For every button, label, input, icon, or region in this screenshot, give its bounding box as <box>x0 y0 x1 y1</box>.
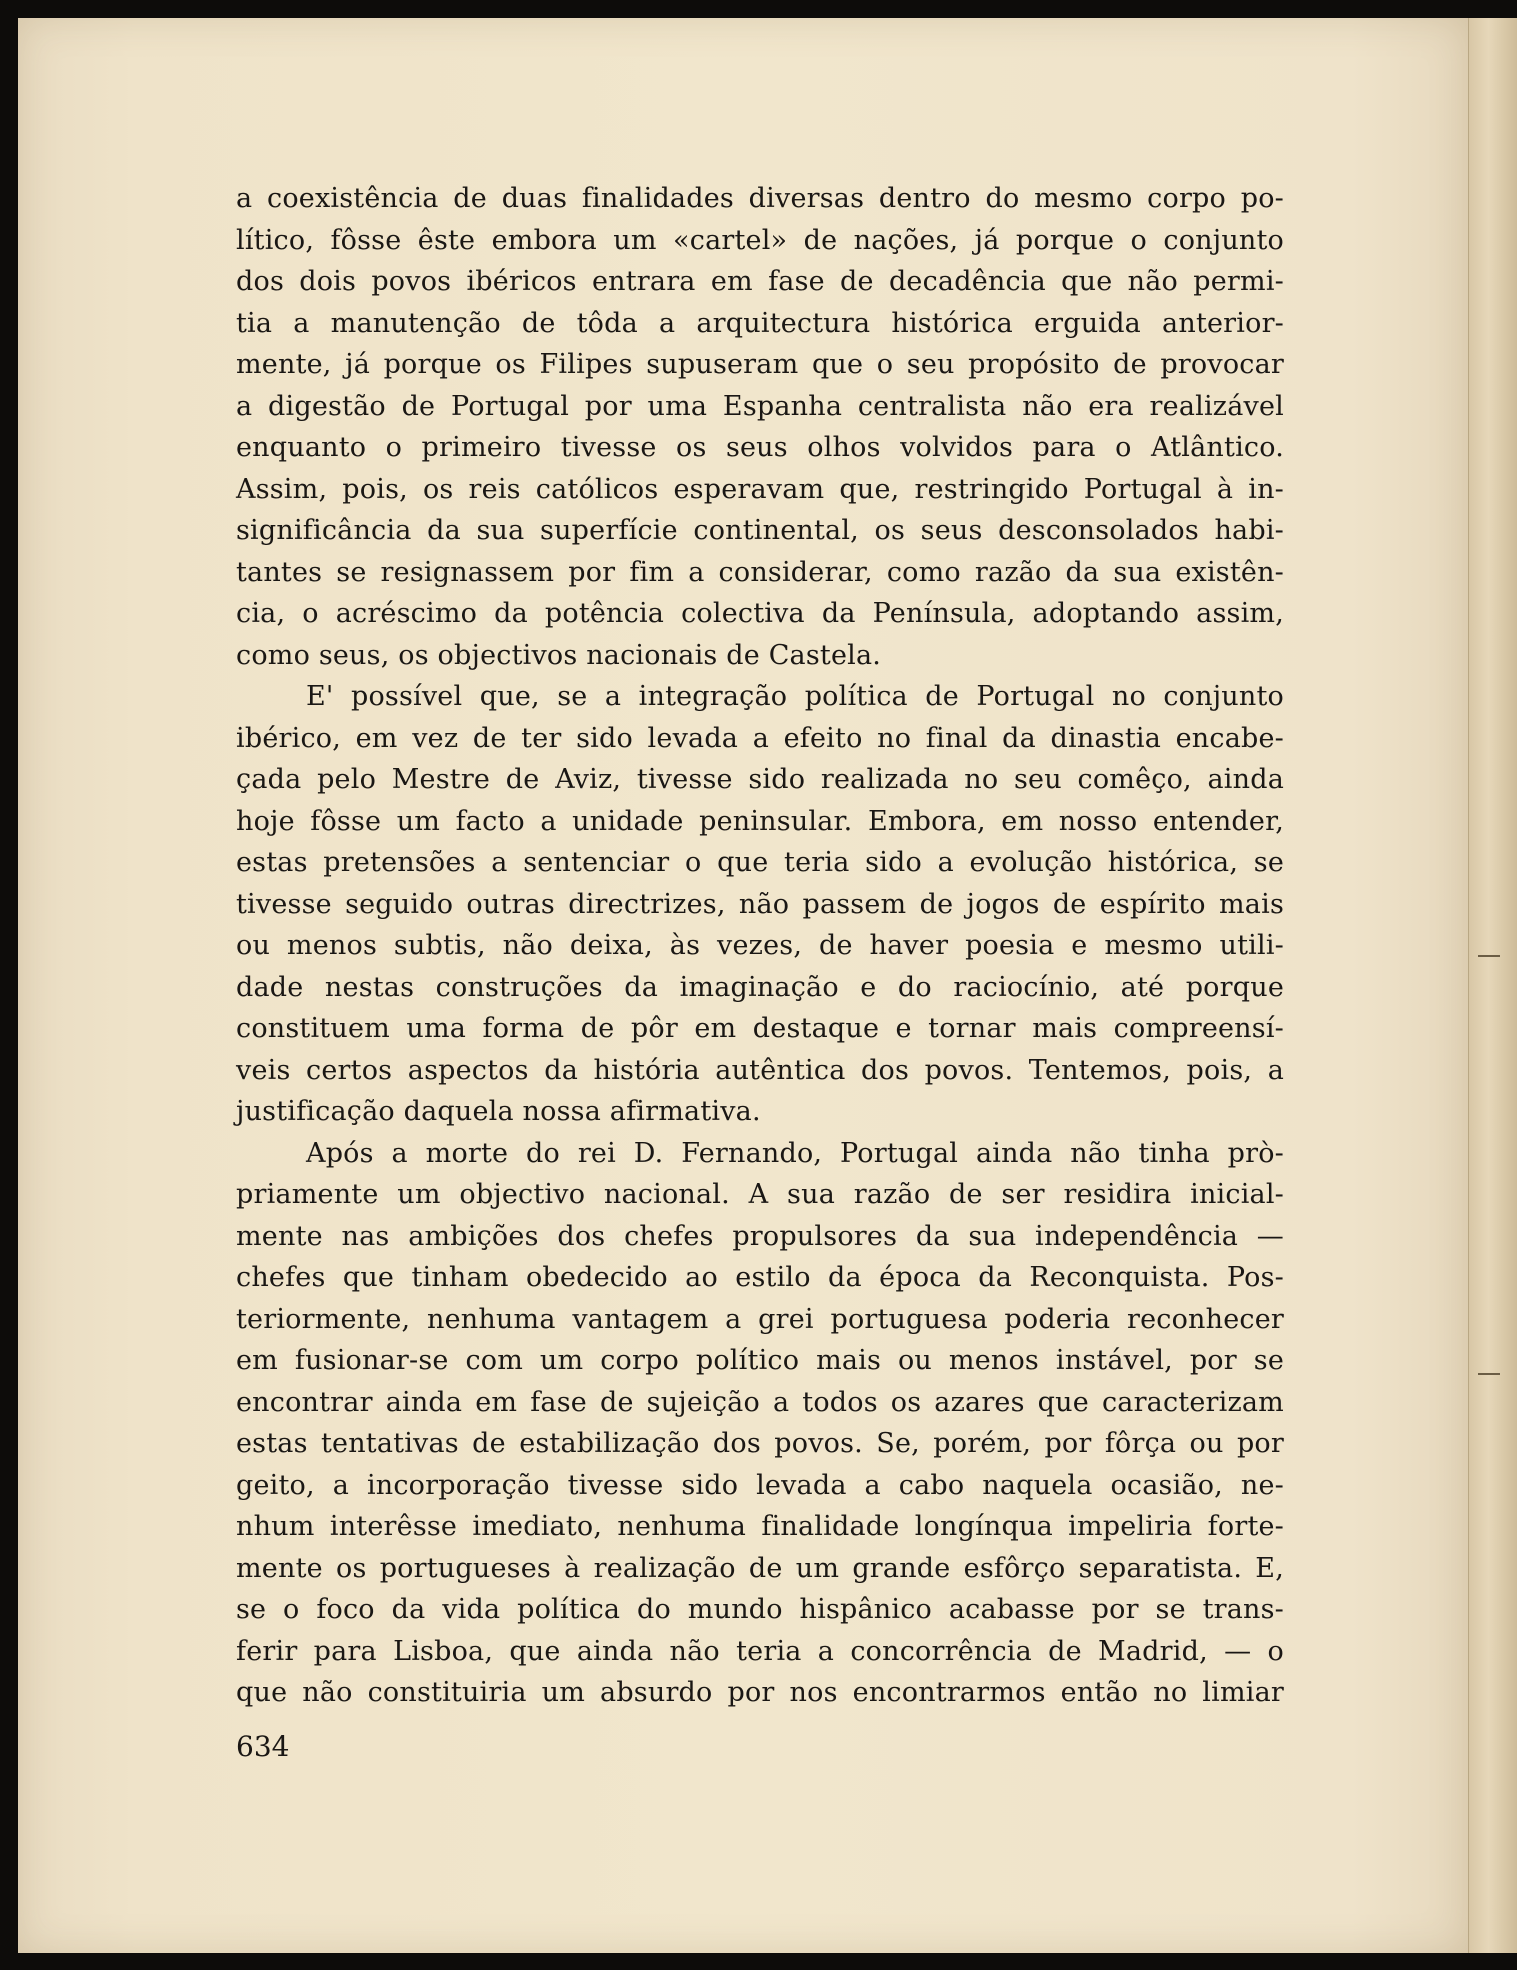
text-line: E' possível que, se a integração política de Portugal no conjunto <box>306 681 1284 712</box>
text-line: a coexistência de duas finalidades diversas dentro do mesmo corpo po- <box>236 183 1284 214</box>
text-line: çada pelo Mestre de Aviz, tivesse sido realizada no seu comêço, ainda <box>236 764 1284 795</box>
page-edge <box>1468 18 1517 1953</box>
text-line: cia, o acréscimo da potência colectiva da Península, adoptando assim, <box>236 598 1284 629</box>
text-line: tia a manutenção de tôda a arquitectura histórica erguida anterior- <box>236 307 1284 339</box>
text-line: enquanto o primeiro tivesse os seus olhos volvidos para o Atlântico. <box>236 432 1284 463</box>
text-line: mente nas ambições dos chefes propulsores da sua independência — <box>236 1220 1284 1252</box>
text-line: tantes se resignassem por fim a considerar, como razão da sua existên- <box>236 556 1284 588</box>
text-line: constituem uma forma de pôr em destaque e tornar mais compreensí- <box>236 1013 1284 1044</box>
text-line: ibérico, em vez de ter sido levada a efeito no final da dinastia encabe- <box>236 722 1284 754</box>
text-line: mente, já porque os Filipes supuseram que o seu propósito de provocar <box>236 349 1284 380</box>
text-line: chefes que tinham obedecido ao estilo da época da Reconquista. Pos- <box>236 1262 1284 1293</box>
text-line: priamente um objectivo nacional. A sua razão de ser residira inicial- <box>236 1179 1284 1210</box>
text-line: justificação daquela nossa afirmativa. <box>236 1096 761 1127</box>
text-line: geito, a incorporação tivesse sido levada a cabo naquela ocasião, ne- <box>236 1469 1284 1501</box>
edge-mark <box>1478 1373 1500 1375</box>
page-number: 634 <box>236 1730 290 1763</box>
text-line: como seus, os objectivos nacionais de Castela. <box>236 639 882 671</box>
text-line: encontrar ainda em fase de sujeição a todos os azares que caracterizam <box>236 1386 1284 1418</box>
text-line: estas tentativas de estabilização dos povos. Se, porém, por fôrça ou por <box>236 1428 1284 1459</box>
text-line: ou menos subtis, não deixa, às vezes, de haver poesia e mesmo utili- <box>236 930 1284 961</box>
body-text <box>236 178 1284 1714</box>
text-line: dos dois povos ibéricos entrara em fase de decadência que não permi- <box>236 266 1284 297</box>
text-line: ferir para Lisboa, que ainda não teria a concorrência de Madrid, — o <box>236 1635 1284 1667</box>
text-line: hoje fôsse um facto a unidade peninsular. Embora, em nosso entender, <box>236 805 1284 837</box>
text-line: em fusionar-se com um corpo político mais ou menos instável, por se <box>236 1345 1284 1376</box>
text-line: significância da sua superfície continental, os seus desconsolados habi- <box>236 515 1284 546</box>
text-line: lítico, fôsse êste embora um «cartel» de nações, já porque o conjunto <box>236 224 1284 256</box>
text-line: teriormente, nenhuma vantagem a grei portuguesa poderia reconhecer <box>236 1303 1284 1335</box>
text-line: que não constituiria um absurdo por nos encontrarmos então no limiar <box>236 1677 1284 1708</box>
text-line: mente os portugueses à realização de um grande esfôrço separatista. E, <box>236 1552 1284 1584</box>
text-line: se o foco da vida política do mundo hispânico acabasse por se trans- <box>236 1594 1284 1625</box>
text-line: a digestão de Portugal por uma Espanha centralista não era realizável <box>236 390 1284 422</box>
text-line: Após a morte do rei D. Fernando, Portugal ainda não tinha prò- <box>306 1137 1284 1169</box>
text-line: tivesse seguido outras directrizes, não passem de jogos de espírito mais <box>236 888 1284 920</box>
text-line: nhum interêsse imediato, nenhuma finalidade longínqua impeliria forte- <box>236 1511 1284 1542</box>
text-line: estas pretensões a sentenciar o que teria sido a evolução histórica, se <box>236 847 1284 878</box>
text-line: Assim, pois, os reis católicos esperavam que, restringido Portugal à in- <box>236 473 1284 505</box>
edge-mark <box>1478 955 1500 957</box>
text-line: veis certos aspectos da história autêntica dos povos. Tentemos, pois, a <box>236 1054 1284 1086</box>
text-line: dade nestas construções da imaginação e do raciocínio, até porque <box>236 971 1284 1003</box>
